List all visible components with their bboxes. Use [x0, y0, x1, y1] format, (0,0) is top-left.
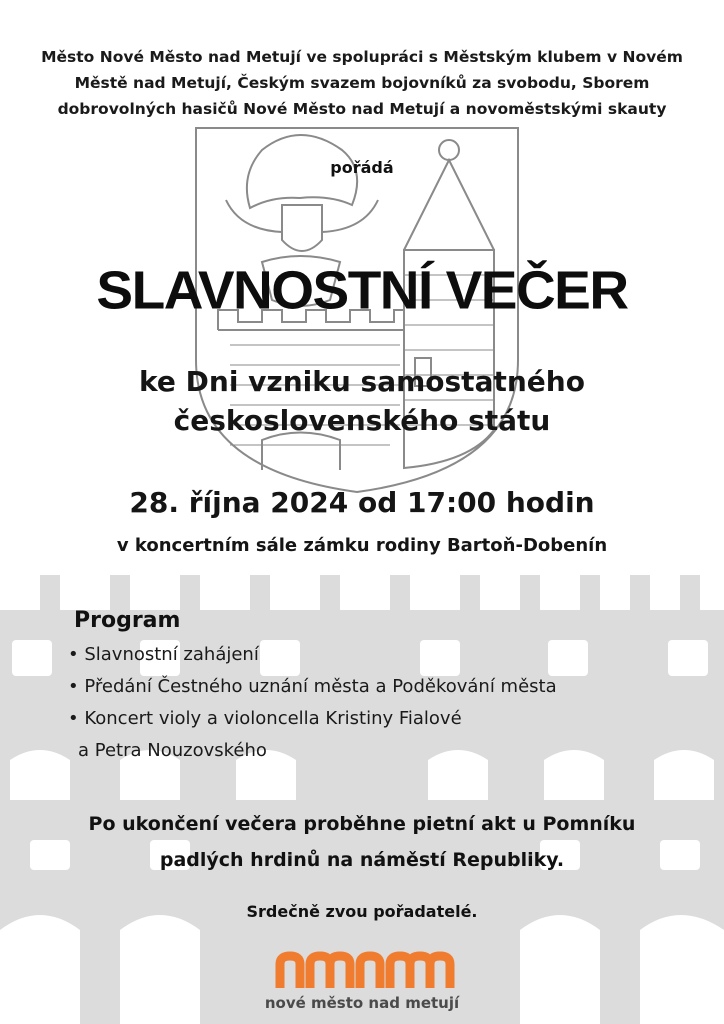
program-heading: Program [74, 608, 181, 633]
program-section [68, 608, 708, 767]
after-line-2: padlých hrdinů na náměstí Republiky. [159, 849, 565, 871]
organizers-line-2: Městě nad Metují, Českým svazem bojovníků za svobodu, Sborem [74, 74, 650, 92]
event-title: SLAVNOSTNÍ VEČER [96, 259, 628, 321]
program-item: • Koncert violy a violoncella Kristiny Fialové [68, 708, 462, 729]
organizers-line-3: dobrovolných hasičů Nové Město nad Metují a novoměstskými skauty [57, 100, 667, 118]
subtitle-line-2: československého státu [173, 404, 551, 437]
program-item-continuation: a Petra Nouzovského [78, 740, 267, 761]
after-event-note [30, 806, 694, 878]
logo-mark [280, 956, 450, 988]
event-date: 28. října 2024 od 17:00 hodin [129, 486, 595, 519]
intro-text: pořádá [330, 158, 394, 177]
program-item: • Předání Čestného uznání města a Poděkování města [68, 676, 557, 697]
event-venue: v koncertním sále zámku rodiny Bartoň-Dobenín [116, 535, 608, 556]
event-subtitle [0, 362, 724, 440]
after-line-1: Po ukončení večera proběhne pietní akt u Pomníku [88, 813, 636, 835]
invitation-text: Srdečně zvou pořadatelé. [246, 902, 478, 921]
program-item: • Slavnostní zahájení [68, 644, 259, 665]
organizers-block [20, 44, 704, 122]
logo-text: nové město nad metují [264, 994, 460, 1012]
subtitle-line-1: ke Dni vzniku samostatného [139, 365, 585, 398]
organizers-line-1: Město Nové Město nad Metují ve spolupráci s Městským klubem v Novém [41, 48, 683, 66]
program-list [68, 639, 708, 767]
town-logo [250, 948, 474, 1012]
